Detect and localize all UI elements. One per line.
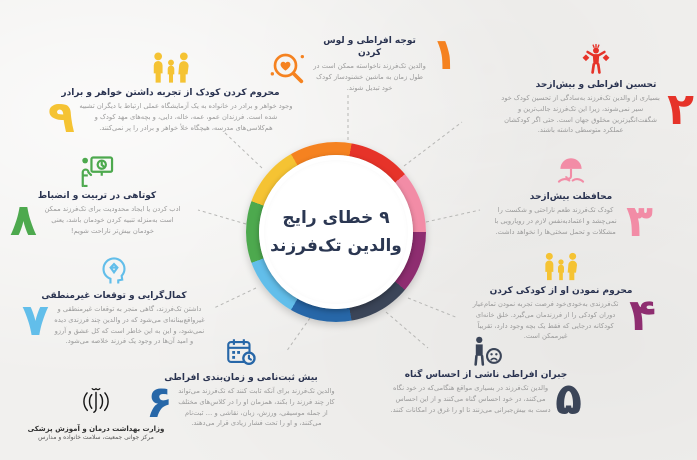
item-2-number: ۲ [667,84,694,136]
item-4-number: ۴ [629,290,656,342]
item-7-title: کمال‌گرایی و توقعات غیرمنطقی [41,291,187,301]
item-5-body: والدین تک‌فرزند در بسیاری مواقع هنگامی‌که در خود نگاه می‌کنند، در خود احساس گناه می‌کنند و از این احساس دست به بیش‌جبرانی می‌زنند تا او را غرق در امکانات کنند. [390,384,551,414]
page-title-line2: والدین تک‌فرزند [270,236,402,256]
presentation-board-icon [78,155,116,187]
item-8 [10,155,184,247]
item-4-title: محروم نمودن او از کودکی کردن [489,286,633,296]
item-2 [498,42,694,136]
item-8-title: کوتاهی در تربیت و انضباط [37,191,157,201]
cheering-person-icon [578,42,614,76]
family-icon [541,250,581,282]
ministry-subtitle: مرکز جوانی جمعیت، سلامت خانواده و مدارس [38,434,154,441]
item-5 [390,336,582,426]
item-8-number: ۸ [10,195,37,247]
item-8-body: ادب کردن یا ایجاد محدودیت برای تک‌فرزند ممکن است به‌منزله تنبیه کردن خودمان باشد، یعنی خودمان بیش‌تر ناراحت شویم! [44,205,181,235]
page-title-line1: ۹ خطای رایج [282,207,390,228]
item-6-number: ۶ [146,377,173,429]
item-3-body: کودک تک‌فرزند طعم ناراحتی و شکست را نمی‌چشد و اعتمادبه‌نفس لازم در رویارویی با مشکلات و تحمل سختی‌ها را نخواهد داشت. [494,206,617,236]
family-siblings-icon [149,50,193,84]
iran-emblem-icon [78,384,114,422]
item-2-title: تحسین افراطی و بیش‌ازحد [535,80,657,90]
item-9-number: ۹ [48,92,75,144]
head-diamond-icon [97,253,131,287]
ministry-name: وزارت بهداشت درمان و آموزش پزشکی [27,425,165,433]
item-3-number: ۳ [626,196,653,248]
hands-umbrella-icon [553,154,589,188]
sad-person-icon [468,336,504,366]
center-hub [246,142,426,322]
item-1-number: ۱ [431,29,458,80]
item-2-body: بسیاری از والدین تک‌فرزند به‌سادگی از تحسین کودک خود سیر نمی‌شوند، زیرا این تک‌فرزند جالب‌ترین و شگفت‌انگیزترین مخلوق جهان است. حتی اگر کودکشان عملکرد متوسطی داشته باشند. [501,94,660,135]
item-3 [489,154,653,248]
page-title [270,204,402,260]
hub-inner-circle [259,155,413,309]
item-3-title: محافظت بیش‌ازحد [529,192,613,202]
item-5-number: ۵ [555,374,582,426]
item-1-body: والدین تک‌فرزند ناخواسته ممکن است در طول زمان به ماشین خشنودساز کودک خود تبدیل شوند. [313,62,426,92]
item-7-body: داشتن تک‌فرزند، گاهی منجر به توقعات غیرمنطقی و غیرواقع‌بینانه‌ای می‌شود که در والدین چند فرزندی دیده نمی‌شود، و این به این خاطر است که کل عشق و آرزو و امید آن‌ها در وجود یک فرزند خلاصه می‌شود. [54,305,205,346]
item-9-body: وجود خواهر و برادر در خانواده به یک آزمایشگاه عملی ارتباط با دیگران تشبیه شده است. فرزندان عمو، عمه، خاله، دایی، و بچه‌های مهد کودک و هم‌کلاسی‌های مدرسه، هیچگاه خلأ خواهر و برادر را پر نمی‌کنند. [79,102,293,132]
item-1 [268,29,458,93]
item-7 [22,253,206,347]
calendar-clock-icon [223,335,259,369]
item-4 [466,250,656,342]
item-9-title: محروم کردن کودک از تجربه داشتن خواهر و برادر [61,88,280,98]
item-4-body: تک‌فرزندی به‌خودی‌خود فرصت تجربه نمودن تمام‌عیار دوران کودکی را از فرزندمان می‌گیرد. خلق خانه‌ای کودکانه درجایی که فقط یک بچه وجود دارد، تقریباً غیرممکن است. [472,300,619,341]
item-9 [48,50,293,144]
item-6 [146,335,336,429]
item-1-title: توجه افراطی و لوس کردن [323,36,416,59]
ministry-logo-block [26,384,166,441]
item-6-body: والدین تک‌فرزند برای آنکه ثابت کنند که تک‌فرزند می‌تواند کار چند فرزند را بکند، همزمان او را در کلاس‌های مختلف از جمله موسیقی، ورزش، زبان، نقاشی و … ثبت‌نام می‌کنند، و او را تحت فشار زیادی قرار می‌دهند. [178,387,335,428]
item-7-number: ۷ [22,295,49,347]
item-6-title: بیش ثبت‌نامی و زمان‌بندی افراطی [164,373,318,383]
item-5-title: جبران افراطی ناشی از احساس گناه [404,370,568,380]
